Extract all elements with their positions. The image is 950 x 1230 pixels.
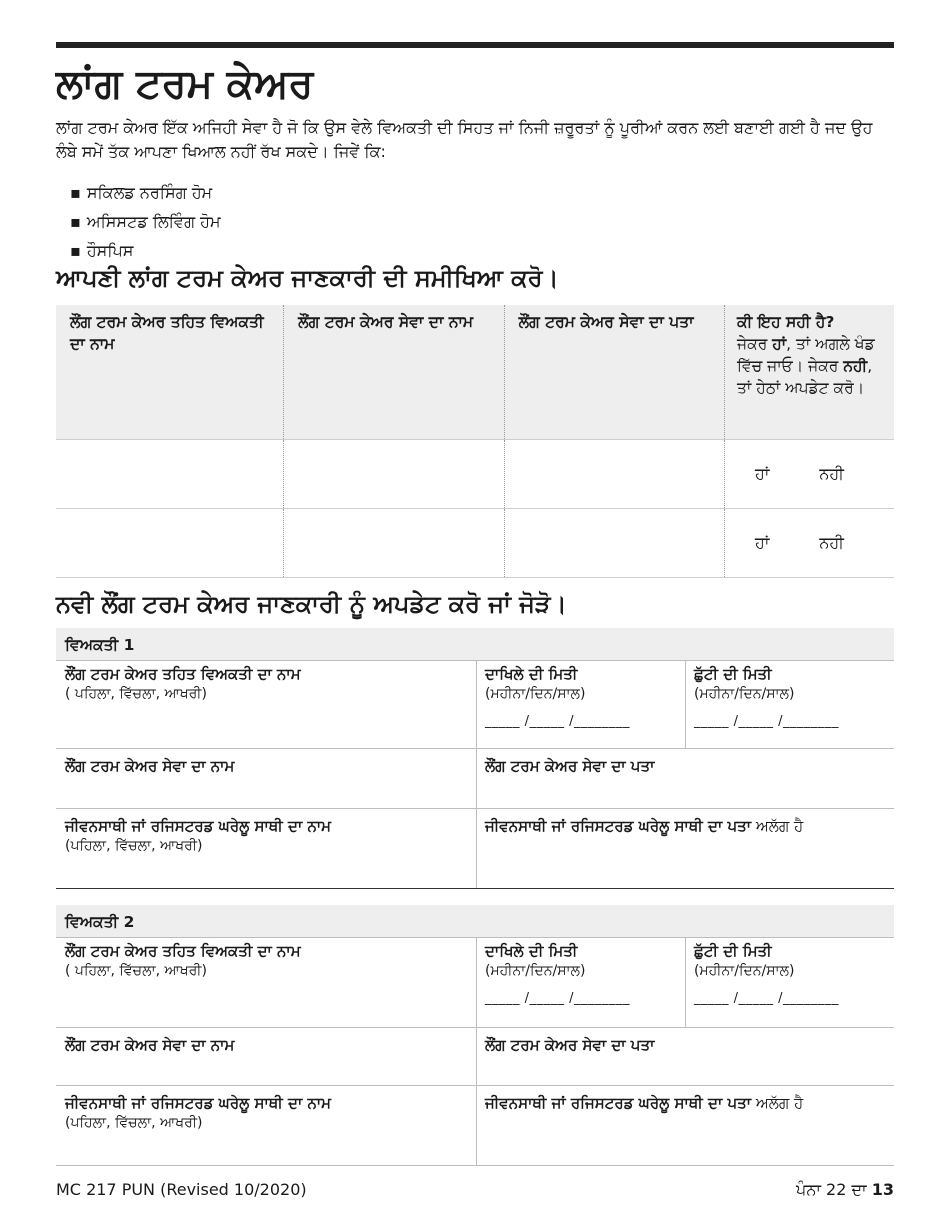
spouse-name-field[interactable] [56,1089,476,1165]
field-hint: (ਪਹਿਲਾ, ਵਿੱਚਲਾ, ਆਖਰੀ) [65,1115,203,1131]
yes-option[interactable]: ਹਾਂ [755,533,770,552]
instruction-text: ਜੇਕਰ [737,335,768,353]
admission-date-field[interactable] [476,660,685,748]
section-divider [56,888,894,889]
field-label: ਲੌਂਗ ਟਰਮ ਕੇਅਰ ਸੇਵਾ ਦਾ ਪਤਾ [485,1036,655,1054]
divider [56,1165,894,1166]
field-label: ਛੁੱਟੀ ਦੀ ਮਿਤੀ [694,942,772,960]
field-label: ਲੌਂਗ ਟਰਮ ਕੇਅਰ ਤਹਿਤ ਵਿਅਕਤੀ ਦਾ ਨਾਮ [65,665,301,683]
divider [56,748,894,749]
list-item: ▪ ਅਸਿਸਟਡ ਲਿਵਿੰਗ ਹੋਮ [70,207,221,236]
top-rule [56,42,894,48]
no-option[interactable]: ਨਹੀ [819,533,844,552]
person-name-field[interactable] [56,660,476,748]
form-id: MC 217 PUN (Revised 10/2020) [56,1180,307,1199]
person-name-input[interactable] [56,509,284,578]
date-blank: _____ /_____ /________ [694,991,840,1006]
list-item: ▪ ਹੌਸਪਿਸ [70,236,221,265]
person-name-input[interactable] [56,440,284,509]
review-table [56,305,894,578]
field-hint: (ਪਹਿਲਾ, ਵਿੱਚਲਾ, ਆਖਰੀ) [65,838,203,854]
discharge-date-field[interactable] [685,660,894,748]
yes-no-choice [725,509,895,578]
divider [56,1027,894,1028]
service-name-field[interactable] [56,752,476,808]
page-number-total: 13 [871,1180,894,1199]
date-blank: _____ /_____ /________ [694,714,840,729]
date-blank: _____ /_____ /________ [485,991,631,1006]
field-label: ਜੀਵਨਸਾਥੀ ਜਾਂ ਰਜਿਸਟਰਡ ਘਰੇਲੂ ਸਾਥੀ ਦਾ ਪਤਾ [485,817,752,835]
table-row [56,509,894,578]
field-label: ਜੀਵਨਸਾਥੀ ਜਾਂ ਰਜਿਸਟਰਡ ਘਰੇਲੂ ਸਾਥੀ ਦਾ ਪਤਾ [485,1094,752,1112]
service-address-input[interactable] [504,440,724,509]
col-service-name: ਲੌਂਗ ਟਰਮ ਕੇਅਰ ਸੇਵਾ ਦਾ ਨਾਮ [284,305,504,440]
field-hint: (ਮਹੀਨਾ/ਦਿਨ/ਸਾਲ) [694,963,795,979]
divider [56,1085,894,1086]
field-label: ਲੌਂਗ ਟਰਮ ਕੇਅਰ ਸੇਵਾ ਦਾ ਨਾਮ [65,1036,235,1054]
field-hint: (ਮਹੀਨਾ/ਦਿਨ/ਸਾਲ) [694,686,795,702]
date-blank: _____ /_____ /________ [485,714,631,729]
intro-paragraph: ਲਾਂਗ ਟਰਮ ਕੇਅਰ ਇੱਕ ਅਜਿਹੀ ਸੇਵਾ ਹੈ ਜੋ ਕਿ ਉਸ ਵੇਲੇ ਵਿਅਕਤੀ ਦੀ ਸਿਹਤ ਜਾਂ ਨਿਜੀ ਜ਼ਰੂਰਤਾਂ ਨੂੰ ਪੂਰੀਆਂ ਕਰਨ ਲਈ ਬਣਾਈ ਗਈ ਹੈ ਜਦ ਉਹ ਲੰਬੇ ਸਮੇਂ ਤੱਕ ਆਪਣਾ ਖਿਆਲ ਨਹੀਂ ਰੱਖ ਸਕਦੇ। ਜਿਵੇਂ ਕਿ: [56,118,873,161]
field-label: ਦਾਖਿਲੇ ਦੀ ਮਿਤੀ [485,942,578,960]
field-hint: ( ਪਹਿਲਾ, ਵਿੱਚਲਾ, ਆਖਰੀ) [65,963,207,979]
service-address-field[interactable] [476,1031,894,1085]
service-name-input[interactable] [284,509,504,578]
instruction-no: ਨਹੀ [843,357,868,375]
instruction-yes: ਹਾਂ [772,335,787,353]
person-name-field[interactable] [56,937,476,1027]
yes-no-choice [725,440,895,509]
instruction-text: , ਤਾਂ ਹੇਠਾਂ ਅਪਡੇਟ ਕਰੋ। [737,357,873,397]
review-table-header [56,305,894,440]
field-label-suffix: ਅਲੱਗ ਹੈ [755,1094,804,1112]
divider [56,808,894,809]
table-row [56,440,894,509]
field-hint: (ਮਹੀਨਾ/ਦਿਨ/ਸਾਲ) [485,686,586,702]
page-number-prefix: ਪੰਨਾ 22 ਦਾ [796,1180,867,1199]
col-person-name: ਲੌਂਗ ਟਰਮ ਕੇਅਰ ਤਹਿਤ ਵਿਅਕਤੀ ਦਾ ਨਾਮ [56,305,284,440]
field-label: ਲੌਂਗ ਟਰਮ ਕੇਅਰ ਤਹਿਤ ਵਿਅਕਤੀ ਦਾ ਨਾਮ [65,942,301,960]
list-item: ▪ ਸਕਿਲਡ ਨਰਸਿੰਗ ਹੋਮ [70,178,221,207]
instruction-text: , ਤਾਂ ਅਗਲੇ ਖੰਡ ਵਿੱਚ ਜਾਓ। ਜੇਕਰ [737,335,875,375]
discharge-date-field[interactable] [685,937,894,1027]
service-address-field[interactable] [476,752,894,808]
field-label: ਲੌਂਗ ਟਰਮ ਕੇਅਰ ਸੇਵਾ ਦਾ ਨਾਮ [65,757,235,775]
service-name-field[interactable] [56,1031,476,1085]
service-name-input[interactable] [284,440,504,509]
field-label: ਲੌਂਗ ਟਰਮ ਕੇਅਰ ਸੇਵਾ ਦਾ ਪਤਾ [485,757,655,775]
field-label: ਜੀਵਨਸਾਥੀ ਜਾਂ ਰਜਿਸਟਰਡ ਘਰੇਲੂ ਸਾਥੀ ਦਾ ਨਾਮ [65,1094,331,1112]
field-label: ਦਾਖਿਲੇ ਦੀ ਮਿਤੀ [485,665,578,683]
facility-type-list [70,178,221,265]
admission-date-field[interactable] [476,937,685,1027]
update-heading: ਨਵੀ ਲੌਂਗ ਟਰਮ ਕੇਅਰ ਜਾਣਕਾਰੀ ਨੂੰ ਅਪਡੇਟ ਕਰੋ ਜਾਂ ਜੋੜੋ। [56,590,567,618]
review-heading: ਆਪਣੀ ਲਾਂਗ ਟਰਮ ਕੇਅਰ ਜਾਣਕਾਰੀ ਦੀ ਸਮੀਖਿਆ ਕਰੋ। [56,264,559,292]
page-title: ਲਾਂਗ ਟਰਮ ਕੇਅਰ [56,61,314,107]
person-1-header: ਵਿਅਕਤੀ 1 [56,628,894,660]
spouse-address-field[interactable] [476,1089,894,1165]
spouse-name-field[interactable] [56,812,476,888]
field-label: ਜੀਵਨਸਾਥੀ ਜਾਂ ਰਜਿਸਟਰਡ ਘਰੇਲੂ ਸਾਥੀ ਦਾ ਨਾਮ [65,817,331,835]
person-2-header: ਵਿਅਕਤੀ 2 [56,905,894,937]
service-address-input[interactable] [504,509,724,578]
field-hint: ( ਪਹਿਲਾ, ਵਿੱਚਲਾ, ਆਖਰੀ) [65,686,207,702]
field-hint: (ਮਹੀਨਾ/ਦਿਨ/ਸਾਲ) [485,963,586,979]
yes-option[interactable]: ਹਾਂ [755,464,770,483]
is-correct-question: ਕੀ ਇਹ ਸਹੀ ਹੈ? [737,313,835,331]
no-option[interactable]: ਨਹੀ [819,464,844,483]
spouse-address-field[interactable] [476,812,894,888]
field-label: ਛੁੱਟੀ ਦੀ ਮਿਤੀ [694,665,772,683]
col-is-correct [725,305,895,440]
field-label-suffix: ਅਲੱਗ ਹੈ [755,817,804,835]
page-number [796,1180,894,1200]
col-service-address: ਲੌਂਗ ਟਰਮ ਕੇਅਰ ਸੇਵਾ ਦਾ ਪਤਾ [504,305,724,440]
